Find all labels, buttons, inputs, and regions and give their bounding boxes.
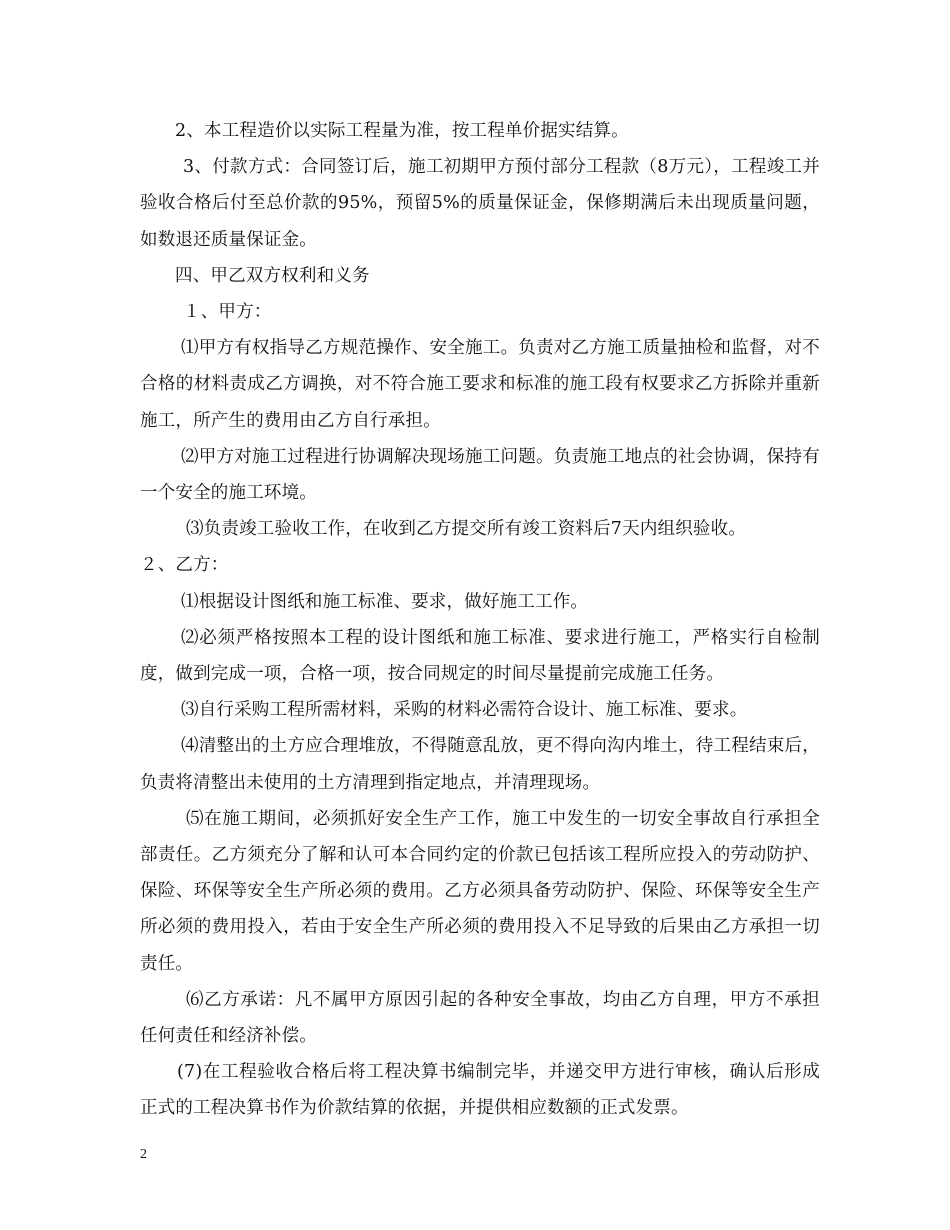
page-number: 2: [140, 1147, 147, 1162]
party-b-clause-2: ⑵必须严格按照本工程的设计图纸和施工标准、要求进行施工，严格实行自检制度，做到完成一项，合格一项，按合同规定的时间尽量提前完成施工任务。: [140, 627, 820, 685]
paragraph-pricing: 2、本工程造价以实际工程量为准，按工程单价据实结算。: [175, 121, 629, 141]
party-b-clause-6: ⑹乙方承诺：凡不属甲方原因引起的各种安全事故，均由乙方自理，甲方不承担任何责任和经济补偿。: [140, 989, 820, 1047]
party-b-clause-4: ⑷清整出的土方应合理堆放，不得随意乱放，更不得向沟内堆土，待工程结束后，负责将清整出未使用的土方清理到指定地点，并清理现场。: [140, 736, 820, 793]
party-b-clause-3: ⑶自行采购工程所需材料，采购的材料必需符合设计、施工标准、要求。: [181, 700, 748, 721]
paragraph-payment-terms: 3、付款方式：合同签订后，施工初期甲方预付部分工程款（8万元），工程竣工并验收合格后付至总价款的95%，预留5%的质量保证金，保修期满后未出现质量问题，如数退还质量保证金。: [140, 157, 820, 250]
section-heading-rights-obligations: 四、甲乙双方权利和义务: [175, 265, 370, 286]
subheading-party-a: １、甲方：: [183, 302, 272, 323]
party-b-clause-7: (7)在工程验收合格后将工程决算书编制完毕，并递交甲方进行审核，确认后形成正式的工程决算书作为价款结算的依据，并提供相应数额的正式发票。: [140, 1062, 820, 1119]
document-body: [140, 113, 820, 1127]
party-a-clause-3: ⑶负责竣工验收工作，在收到乙方提交所有竣工资料后7天内组织验收。: [186, 519, 747, 540]
party-b-clause-1: ⑴根据设计图纸和施工标准、要求，做好施工工作。: [181, 591, 589, 612]
party-b-clause-5: ⑸在施工期间，必须抓好安全生产工作，施工中发生的一切安全事故自行承担全部责任。乙方须充分了解和认可本合同约定的价款已包括该工程所应投入的劳动防护、保险、环保等安全生产所必须的费用。乙方必须具备劳动防护、保险、环保等安全生产所必须的费用投入，若由于安全生产所必须的费用投入不足导致的后果由乙方承担一切责任。: [140, 808, 820, 974]
subheading-party-b: ２、乙方：: [140, 555, 229, 576]
party-a-clause-2: ⑵甲方对施工过程进行协调解决现场施工问题。负责施工地点的社会协调，保持有一个安全的施工环境。: [140, 446, 820, 504]
party-a-clause-1: ⑴甲方有权指导乙方规范操作、安全施工。负责对乙方施工质量抽检和监督，对不合格的材料责成乙方调换，对不符合施工要求和标准的施工段有权要求乙方拆除并重新施工，所产生的费用由乙方自行承担。: [140, 338, 820, 431]
